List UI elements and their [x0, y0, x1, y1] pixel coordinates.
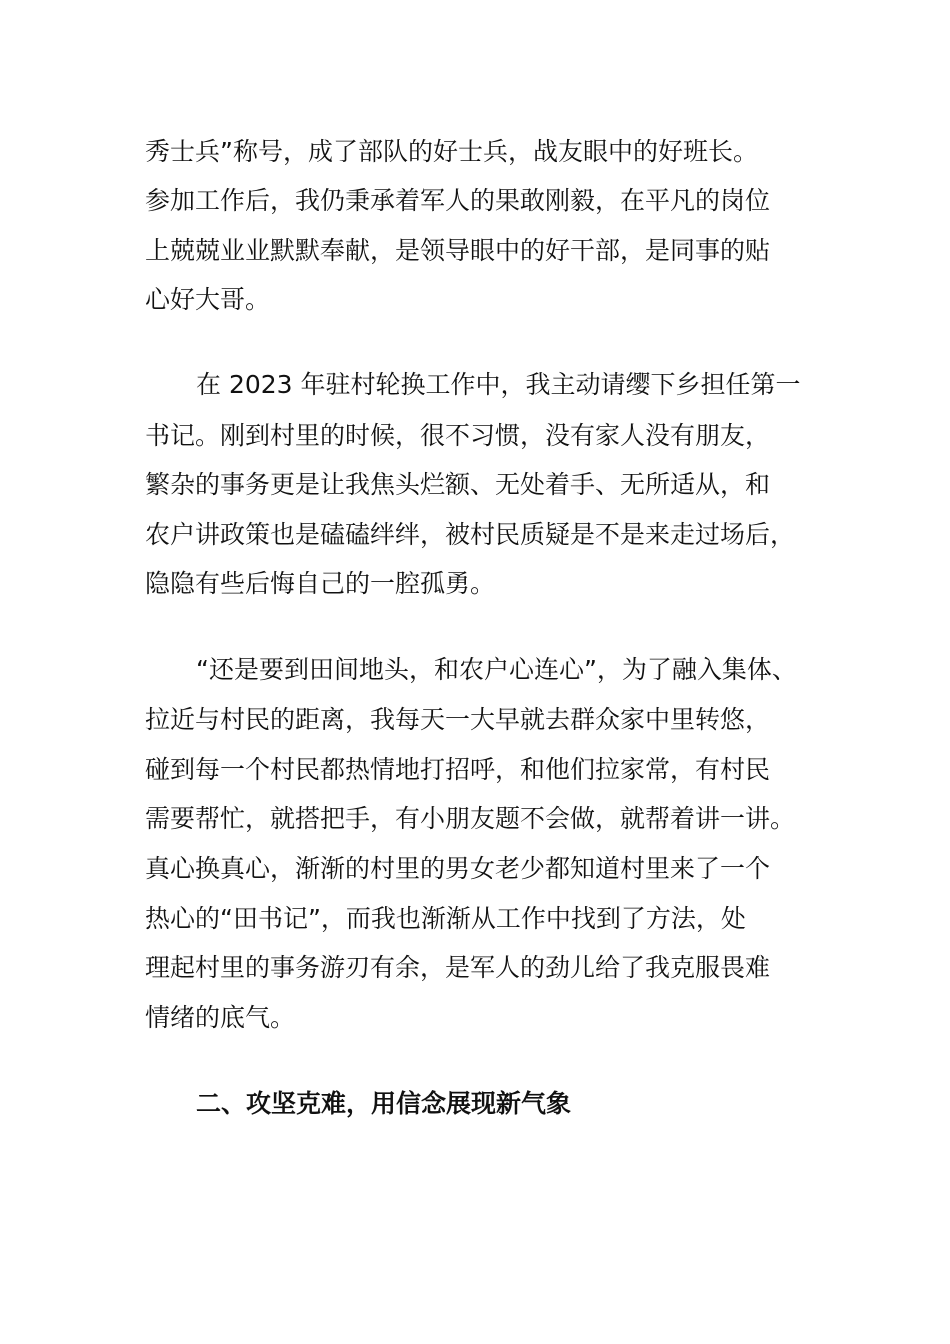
paragraph-1-line-4: 心好大哥。 — [145, 285, 271, 314]
paragraph-2-line-3: 繁杂的事务更是让我焦头烂额、无处着手、无所适从，和 — [145, 470, 771, 499]
paragraph-3-line-5: 真心换真心，渐渐的村里的男女老少都知道村里来了一个 — [145, 854, 771, 883]
paragraph-1-line-3: 上兢兢业业默默奉献，是领导眼中的好干部，是同事的贴 — [145, 236, 771, 265]
paragraph-3-line-4: 需要帮忙，就搭把手，有小朋友题不会做，就帮着讲一讲。 — [145, 804, 796, 833]
paragraph-3-line-6: 热心的“田书记”，而我也渐渐从工作中找到了方法，处 — [145, 904, 746, 933]
paragraph-1-line-1: 秀士兵”称号，成了部队的好士兵，战友眼中的好班长。 — [145, 137, 758, 166]
paragraph-3-line-2: 拉近与村民的距离，我每天一大早就去群众家中里转悠， — [145, 705, 771, 734]
paragraph-2-line-5: 隐隐有些后悔自己的一腔孤勇。 — [145, 569, 496, 598]
paragraph-3-line-8: 情绪的底气。 — [145, 1003, 296, 1032]
paragraph-2-line-4: 农户讲政策也是磕磕绊绊，被村民质疑是不是来走过场后， — [145, 520, 796, 549]
section-heading: 二、攻坚克难，用信念展现新气象 — [196, 1089, 572, 1118]
paragraph-2-line-2: 书记。刚到村里的时候，很不习惯，没有家人没有朋友， — [145, 421, 771, 450]
paragraph-3-line-7: 理起村里的事务游刃有余，是军人的劲儿给了我克服畏难 — [145, 953, 771, 982]
paragraph-3-line-3: 碰到每一个村民都热情地打招呼，和他们拉家常，有村民 — [145, 755, 771, 784]
paragraph-1-line-2: 参加工作后，我仍秉承着军人的果敢刚毅，在平凡的岗位 — [145, 186, 771, 215]
paragraph-2-line-1: 在 2023 年驻村轮换工作中，我主动请缨下乡担任第一 — [196, 370, 801, 399]
paragraph-3-line-1: “还是要到田间地头，和农户心连心”，为了融入集体、 — [196, 655, 797, 684]
